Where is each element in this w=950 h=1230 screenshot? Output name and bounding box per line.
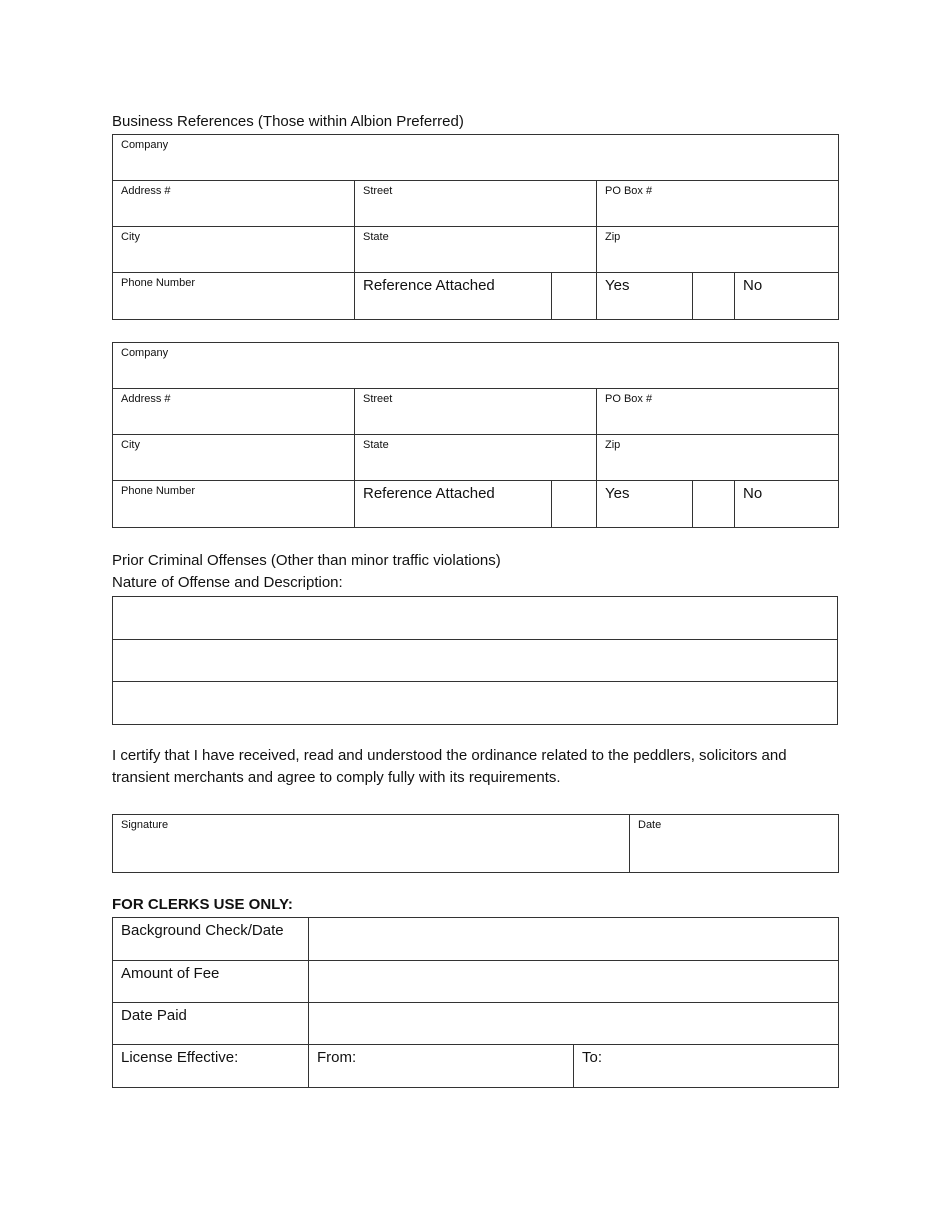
- address-number-field[interactable]: [113, 181, 355, 227]
- phone-number-field[interactable]: [113, 481, 355, 528]
- street-label: Street: [363, 393, 393, 405]
- po-box-label: PO Box #: [605, 393, 653, 405]
- yes-checkbox[interactable]: [693, 273, 735, 320]
- license-to-field[interactable]: [574, 1045, 839, 1088]
- from-label: From:: [317, 1049, 357, 1066]
- street-label: Street: [363, 185, 393, 197]
- address-number-label: Address #: [121, 393, 171, 405]
- offense-line-3[interactable]: [113, 682, 838, 725]
- phone-number-field[interactable]: [113, 273, 355, 320]
- offense-line-2[interactable]: [113, 640, 838, 682]
- date-field[interactable]: [630, 815, 839, 873]
- company-label: Company: [121, 139, 169, 151]
- amount-of-fee-field[interactable]: [309, 961, 839, 1003]
- street-field[interactable]: [355, 181, 597, 227]
- address-number-label: Address #: [121, 185, 171, 197]
- yes-label: Yes: [597, 481, 693, 528]
- business-reference-table-1: [112, 134, 839, 320]
- yes-label: Yes: [597, 273, 693, 320]
- company-label: Company: [121, 347, 169, 359]
- phone-number-label: Phone Number: [121, 277, 195, 289]
- certification-text: I certify that I have received, read and understood the ordinance related to the peddlers, solicitors and transient merchants and agree to comply fully with its requirements.: [112, 747, 787, 786]
- offense-line-1[interactable]: [113, 597, 838, 640]
- signature-table: [112, 814, 839, 873]
- city-label: City: [121, 439, 140, 451]
- signature-label: Signature: [121, 819, 169, 831]
- company-field[interactable]: [113, 343, 839, 389]
- phone-number-label: Phone Number: [121, 485, 195, 497]
- yes-checkbox[interactable]: [693, 481, 735, 528]
- state-label: State: [363, 231, 389, 243]
- date-label: Date: [638, 819, 662, 831]
- clerks-use-title: FOR CLERKS USE ONLY:: [112, 896, 293, 913]
- to-label: To:: [582, 1049, 603, 1066]
- city-label: City: [121, 231, 140, 243]
- date-paid-label: Date Paid: [113, 1003, 309, 1045]
- po-box-field[interactable]: [597, 181, 839, 227]
- company-field[interactable]: [113, 135, 839, 181]
- state-field[interactable]: [355, 435, 597, 481]
- city-field[interactable]: [113, 435, 355, 481]
- state-label: State: [363, 439, 389, 451]
- zip-field[interactable]: [597, 435, 839, 481]
- offense-description-table: [112, 596, 838, 725]
- amount-of-fee-label: Amount of Fee: [113, 961, 309, 1003]
- reference-attached-checkbox[interactable]: [552, 481, 597, 528]
- offense-description-subtitle: Nature of Offense and Description:: [112, 574, 343, 591]
- address-number-field[interactable]: [113, 389, 355, 435]
- business-references-title: Business References (Those within Albion Preferred): [112, 113, 464, 130]
- reference-attached-label: Reference Attached: [355, 481, 552, 528]
- zip-label: Zip: [605, 439, 621, 451]
- license-effective-label: License Effective:: [113, 1045, 309, 1088]
- no-label: No: [735, 481, 839, 528]
- street-field[interactable]: [355, 389, 597, 435]
- city-field[interactable]: [113, 227, 355, 273]
- business-reference-table-2: [112, 342, 839, 528]
- license-from-field[interactable]: [309, 1045, 574, 1088]
- zip-field[interactable]: [597, 227, 839, 273]
- background-check-label: Background Check/Date: [113, 918, 309, 961]
- reference-attached-checkbox[interactable]: [552, 273, 597, 320]
- state-field[interactable]: [355, 227, 597, 273]
- signature-field[interactable]: [113, 815, 630, 873]
- criminal-offenses-title: Prior Criminal Offenses (Other than minor traffic violations): [112, 552, 501, 569]
- reference-attached-label: Reference Attached: [355, 273, 552, 320]
- background-check-field[interactable]: [309, 918, 839, 961]
- po-box-label: PO Box #: [605, 185, 653, 197]
- date-paid-field[interactable]: [309, 1003, 839, 1045]
- no-label: No: [735, 273, 839, 320]
- clerks-table: [112, 917, 839, 1088]
- zip-label: Zip: [605, 231, 621, 243]
- po-box-field[interactable]: [597, 389, 839, 435]
